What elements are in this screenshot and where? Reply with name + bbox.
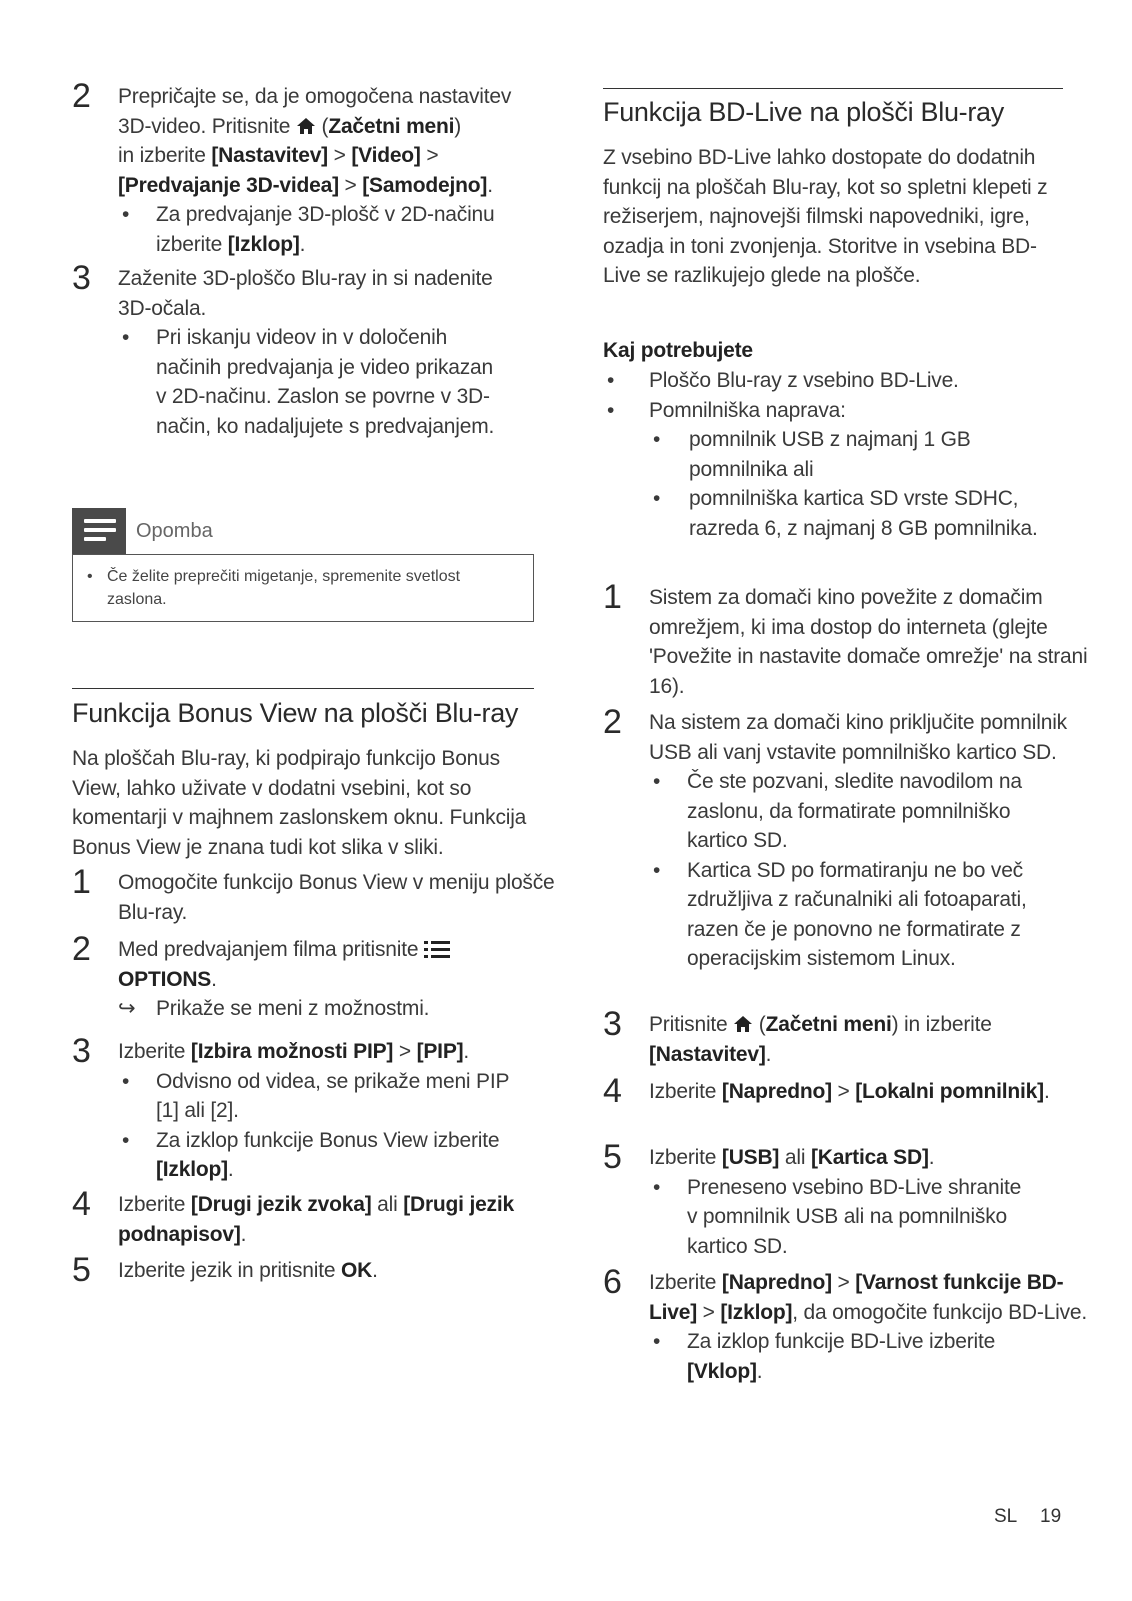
step-4: 4 Izberite [Drugi jezik zvoka] ali [Drugi jezik podnapisov]. (72, 1185, 514, 1246)
list-item: • Pri iskanju videov in v določenih načinih predvajanja je video prikazan v 2D-načinu. Zaslon se povrne v 3D-način, ko nadaljujete s predvajanjem. (118, 323, 496, 441)
step-4: 4 Izberite [Napredno] > [Lokalni pomnilnik]. (603, 1072, 1050, 1110)
list-item: • Preneseno vsebino BD-Live shranite v pomnilnik USB ali na pomnilniško kartico SD. (649, 1173, 1032, 1262)
step-2: 2 Na sistem za domači kino priključite pomnilnik USB ali vanj vstavite pomnilniško kartico SD. • Če ste pozvani, sledite navodilom na zaslonu, da formatirate pomnilniško kartico SD. • Kartica SD po formatiranju ne bo več združljiva z računalniki ali fotoaparati, razen če je ponovno ne formatirate z operacijskim sistemom Linux. (603, 708, 1109, 974)
page-number: 19 (1040, 1506, 1062, 1527)
list-item: • Kartica SD po formatiranju ne bo več združljiva z računalniki ali fotoaparati, razen če je ponovno ne formatirate z operacijskim sistemom Linux. (649, 856, 1047, 974)
note-text: • Če želite preprečiti migetanje, spremenite svetlost zaslona. (85, 565, 523, 611)
requirements-list (603, 366, 1063, 543)
arrow-icon: ↪ (118, 997, 136, 1020)
step-3: 3 Zaženite 3D-ploščo Blu-ray in si nadenite 3D-očala. • Pri iskanju videov in v določenih načinih predvajanja je video prikazan v 2D-načinu. Zaslon se povrne v 3D-način, ko nadaljujete s predvajanjem. (72, 264, 580, 441)
options-icon (424, 939, 450, 959)
list-item: • pomnilniška kartica SD vrste SDHC, razreda 6, z najmanj 8 GB pomnilnika. (603, 484, 1063, 543)
list-item: • Za izklop funkcije BD-Live izberite [Vklop]. (649, 1327, 1109, 1386)
note-box (72, 508, 534, 622)
result-item: ↪ Prikaže se meni z možnostmi. (118, 994, 580, 1024)
section-heading: Funkcija BD-Live na plošči Blu-ray (603, 97, 1004, 127)
step-6: 6 Izberite [Napredno] > [Varnost funkcije BD-Live] > [Izklop], da omogočite funkcijo BD-Live. • Za izklop funkcije BD-Live izberite [Vklop]. (603, 1268, 1109, 1386)
list-item: • Ploščo Blu-ray z vsebino BD-Live. (603, 366, 1063, 396)
step-number: 2 (72, 77, 91, 115)
note-title: Opomba (136, 520, 213, 542)
list-item: • Za predvajanje 3D-plošč v 2D-načinu izberite [Izklop]. (118, 200, 580, 259)
step-5: 5 Izberite [USB] ali [Kartica SD]. • Preneseno vsebino BD-Live shranite v pomnilnik USB ali na pomnilniško kartico SD. (603, 1143, 1109, 1261)
step-3: 3 Izberite [Izbira možnosti PIP] > [PIP]. • Odvisno od videa, se prikaže meni PIP [1] ali [2]. • Za izklop funkcije Bonus View izberite [Izklop]. (72, 1037, 580, 1185)
list-item: • Za izklop funkcije Bonus View izberite [Izklop]. (118, 1126, 580, 1185)
step-5: 5 Izberite jezik in pritisnite OK. (72, 1251, 378, 1289)
home-icon (733, 1015, 753, 1033)
section-intro: Na ploščah Blu-ray, ki podpirajo funkcijo Bonus View, lahko uživate v dodatni vsebini, kot so komentarji v majhnem zaslonskem oknu. Funkcija Bonus View je znana tudi kot slika v sliki. (72, 747, 527, 859)
footer-language: SL (994, 1506, 1018, 1527)
step-1: 1 Sistem za domači kino povežite z domačim omrežjem, ki ima dostop do interneta (glejte 'Povežite in nastavite domače omrežje' na strani 16). (603, 578, 1088, 698)
note-icon (72, 508, 126, 554)
step-1: 1 Omogočite funkcijo Bonus View v meniju plošče Blu-ray. (72, 863, 555, 924)
list-item: • pomnilnik USB z najmanj 1 GB pomnilnika ali (603, 425, 989, 484)
section-intro: Z vsebino BD-Live lahko dostopate do dodatnih funkcij na ploščah Blu-ray, kot so spletni klepeti z režiserjem, najnovejši filmski napovedniki, igre, ozadja in toni zvonjenja. Storitve in vsebina BD-Live se razlikujejo glede na plošče. (603, 146, 1048, 287)
list-item: • Odvisno od videa, se prikaže meni PIP [1] ali [2]. (118, 1067, 536, 1126)
list-item: • Pomnilniška naprava: (603, 396, 1063, 426)
step-number: 3 (72, 259, 91, 297)
list-item: • Če ste pozvani, sledite navodilom na zaslonu, da formatirate pomnilniško kartico SD. (649, 767, 1027, 856)
step-3: 3 Pritisnite (Začetni meni) in izberite [Nastavitev]. (603, 1005, 992, 1066)
step-2: 2 Med predvajanjem filma pritisnite OPTIONS. ↪ Prikaže se meni z možnostmi. (72, 935, 580, 1024)
step-2: 2 Prepričajte se, da je omogočena nastavitev 3D-video. Pritisnite (Začetni meni) in izberite [Nastavitev] > [Video] > [Predvajanje 3D-videa] > [Samodejno]. • Za predvajanje 3D-plošč v 2D-načinu izberite [Izklop]. (72, 82, 580, 259)
section-heading: Funkcija Bonus View na plošči Blu-ray (72, 698, 519, 728)
subheading: Kaj potrebujete (603, 339, 753, 362)
home-icon (296, 117, 316, 135)
